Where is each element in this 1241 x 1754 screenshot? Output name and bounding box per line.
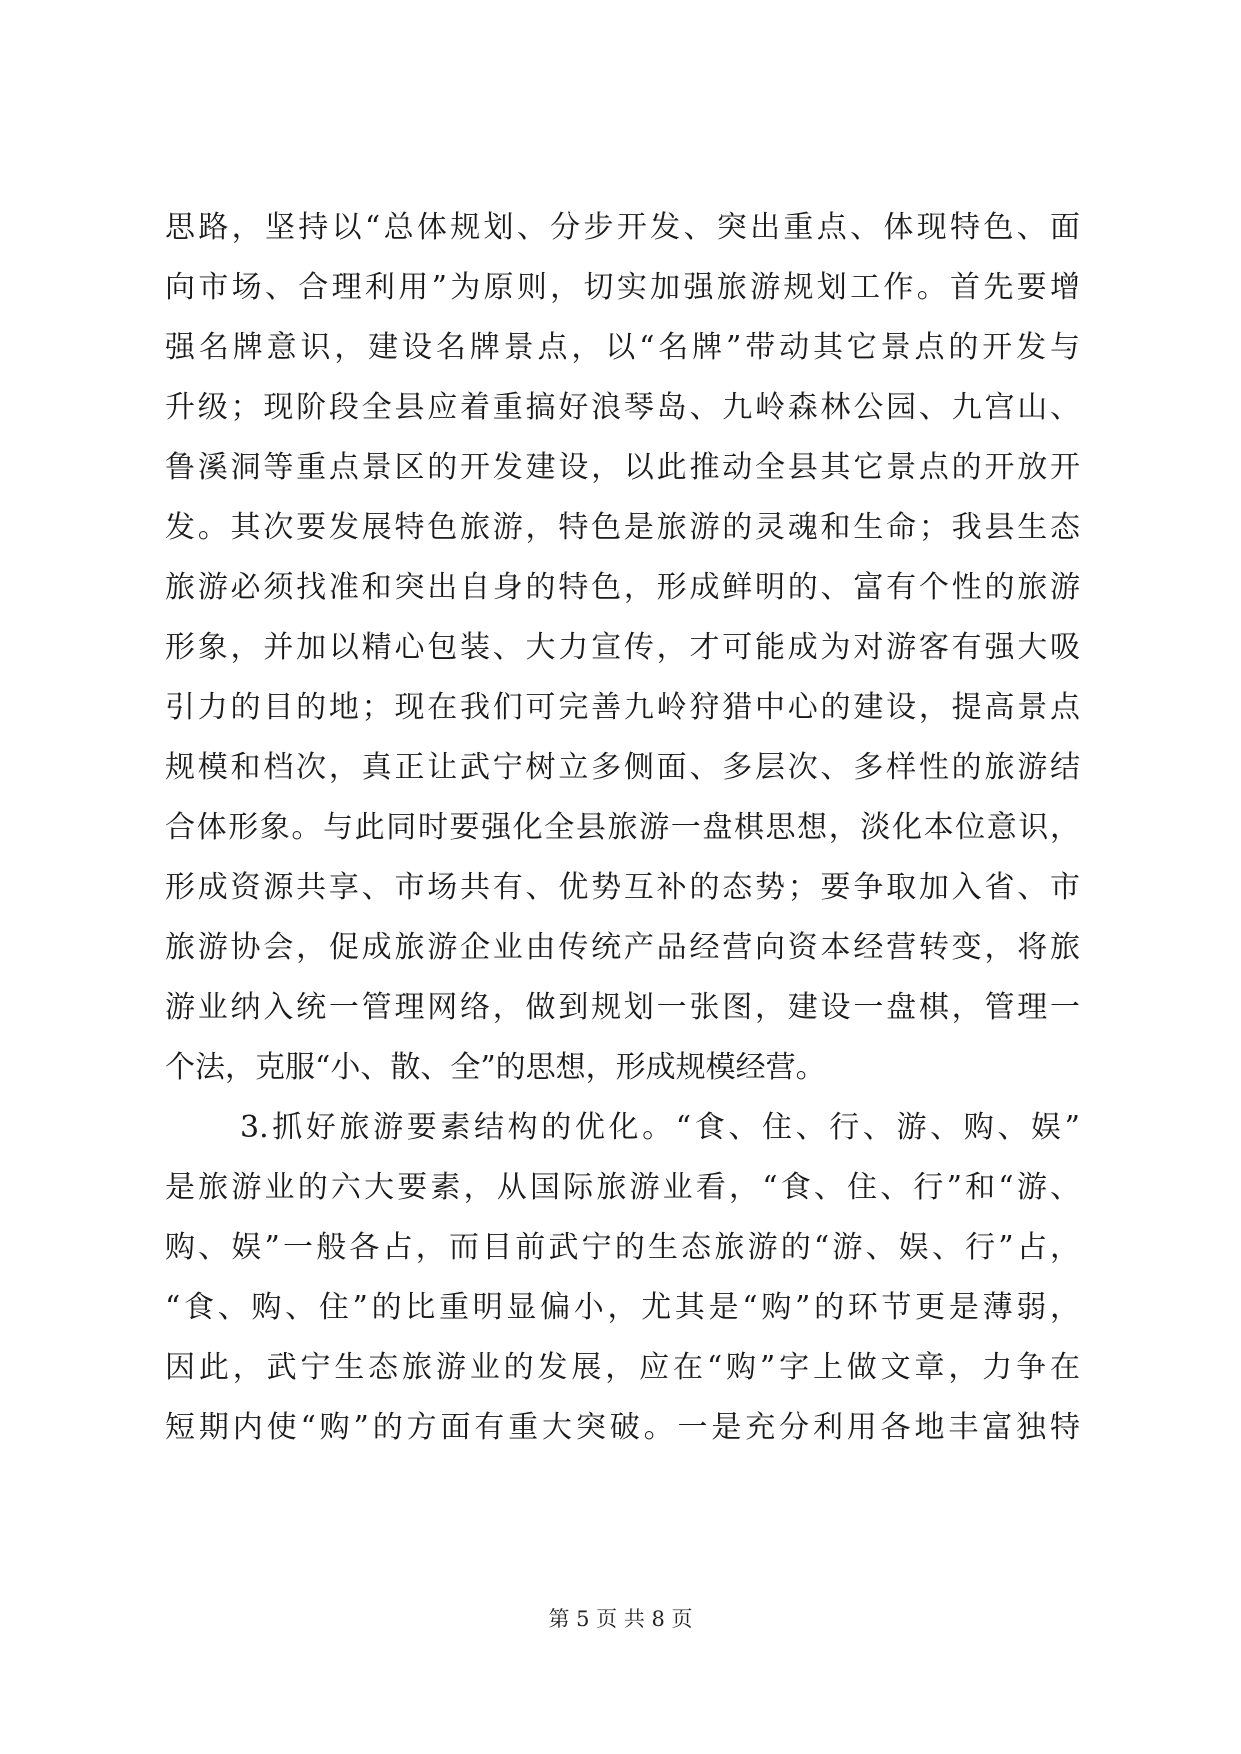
text-line-13: 旅游协会，促成旅游企业由传统产品经营向资本经营转变，将旅 <box>165 930 1080 965</box>
text-line-4: 升级；现阶段全县应着重搞好浪琴岛、九岭森林公园、九宫山、 <box>165 390 1080 425</box>
text-line-1: 思路，坚持以“总体规划、分步开发、突出重点、体现特色、面 <box>165 210 1080 245</box>
text-line-2: 向市场、合理利用”为原则，切实加强旅游规划工作。首先要增 <box>165 270 1080 305</box>
text-line-6: 发。其次要发展特色旅游，特色是旅游的灵魂和生命；我县生态 <box>165 510 1080 545</box>
text-line-3: 强名牌意识，建设名牌景点，以“名牌”带动其它景点的开发与 <box>165 330 1080 365</box>
text-line-11: 合体形象。与此同时要强化全县旅游一盘棋思想，淡化本位意识， <box>165 810 1080 845</box>
text-line-21: 短期内使“购”的方面有重大突破。一是充分利用各地丰富独特 <box>165 1410 1080 1445</box>
text-line-10: 规模和档次，真正让武宁树立多侧面、多层次、多样性的旅游结 <box>165 750 1080 785</box>
text-line-19: “食、购、住”的比重明显偏小，尤其是“购”的环节更是薄弱， <box>165 1290 1080 1325</box>
page-number-footer: 第 5 页 共 8 页 <box>548 1607 693 1631</box>
text-line-9: 引力的目的地；现在我们可完善九岭狩猎中心的建设，提高景点 <box>165 690 1080 725</box>
text-line-14: 游业纳入统一管理网络，做到规划一张图，建设一盘棋，管理一 <box>165 990 1080 1025</box>
text-line-16: 3.抓好旅游要素结构的优化。“食、住、行、游、购、娱” <box>240 1110 1080 1145</box>
text-line-15: 个法，克服“小、散、全”的思想，形成规模经营。 <box>165 1050 826 1085</box>
text-line-18: 购、娱”一般各占，而目前武宁的生态旅游的“游、娱、行”占， <box>165 1230 1080 1265</box>
text-line-17: 是旅游业的六大要素，从国际旅游业看，“食、住、行”和“游、 <box>165 1170 1080 1205</box>
text-line-12: 形成资源共享、市场共有、优势互补的态势；要争取加入省、市 <box>165 870 1080 905</box>
text-line-8: 形象，并加以精心包装、大力宣传，才可能成为对游客有强大吸 <box>165 630 1080 665</box>
text-line-5: 鲁溪洞等重点景区的开发建设，以此推动全县其它景点的开放开 <box>165 450 1080 485</box>
text-line-7: 旅游必须找准和突出自身的特色，形成鲜明的、富有个性的旅游 <box>165 570 1080 605</box>
text-line-20: 因此，武宁生态旅游业的发展，应在“购”字上做文章，力争在 <box>165 1350 1080 1385</box>
